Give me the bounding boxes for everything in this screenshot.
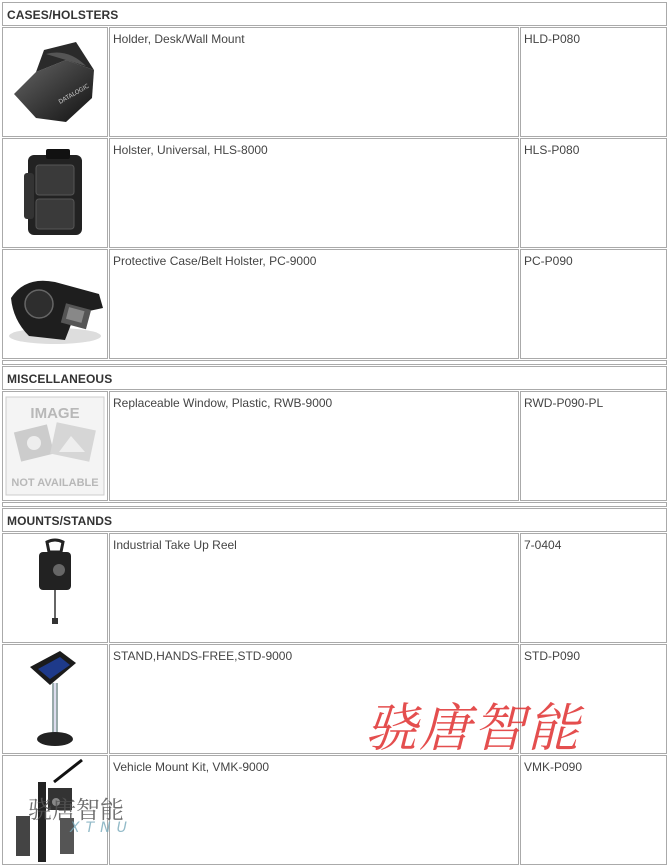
part-number: VMK-P090 — [520, 755, 667, 865]
section-title: CASES/HOLSTERS — [2, 2, 667, 26]
watermark-grey: 骁唐智能 — [28, 796, 124, 824]
placeholder-label-bottom: NOT AVAILABLE — [11, 477, 99, 489]
section-header-row — [2, 508, 667, 532]
placeholder-label-top: IMAGE — [30, 405, 80, 422]
section-spacer — [2, 502, 667, 507]
reel-icon — [25, 538, 85, 638]
product-image-cell — [2, 27, 108, 137]
part-number: HLS-P080 — [520, 138, 667, 248]
table-row — [2, 391, 667, 501]
product-description: Holder, Desk/Wall Mount — [109, 27, 519, 137]
watermark-subtext: XTNU — [70, 820, 133, 836]
table-row — [2, 533, 667, 643]
part-number: STD-P090 — [520, 644, 667, 754]
product-image-cell — [2, 391, 108, 501]
part-number: HLD-P080 — [520, 27, 667, 137]
product-description: Replaceable Window, Plastic, RWB-9000 — [109, 391, 519, 501]
part-number: RWD-P090-PL — [520, 391, 667, 501]
product-image-cell — [2, 138, 108, 248]
product-description: Protective Case/Belt Holster, PC-9000 — [109, 249, 519, 359]
product-description: Industrial Take Up Reel — [109, 533, 519, 643]
part-number: PC-P090 — [520, 249, 667, 359]
section-spacer — [2, 360, 667, 365]
table-row — [2, 249, 667, 359]
product-image-cell — [2, 644, 108, 754]
svg-text:DATALOGIC: DATALOGIC — [57, 82, 91, 106]
case-icon — [5, 254, 105, 354]
part-number: 7-0404 — [520, 533, 667, 643]
spacer-cell — [2, 360, 667, 365]
spacer-cell — [2, 502, 667, 507]
image-not-available-icon — [5, 396, 105, 496]
table-row — [2, 27, 667, 137]
product-image-cell — [2, 533, 108, 643]
holster-icon — [6, 143, 104, 243]
section-title: MOUNTS/STANDS — [2, 508, 667, 532]
stand-icon — [20, 647, 90, 751]
product-description: Vehicle Mount Kit, VMK-9000 — [109, 755, 519, 865]
product-description: Holster, Universal, HLS-8000 — [109, 138, 519, 248]
table-row — [2, 138, 667, 248]
product-image-cell — [2, 249, 108, 359]
section-header-row — [2, 366, 667, 390]
section-title: MISCELLANEOUS — [2, 366, 667, 390]
section-header-row — [2, 2, 667, 26]
holder-icon — [6, 32, 104, 132]
product-description: STAND,HANDS-FREE,STD-9000 — [109, 644, 519, 754]
watermark-red: 骁唐智能 — [365, 699, 582, 759]
